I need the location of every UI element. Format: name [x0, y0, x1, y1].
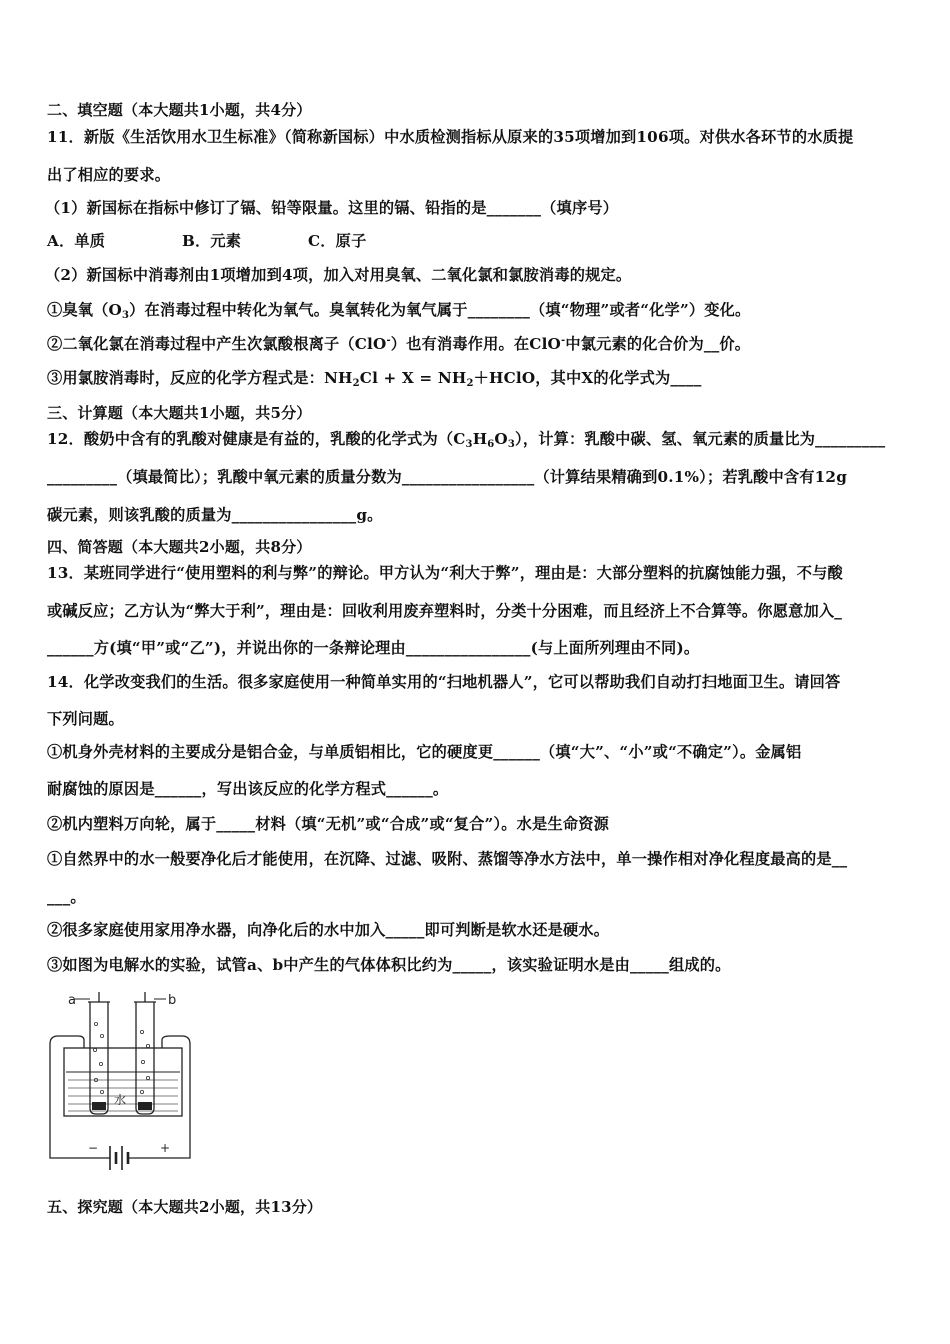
gas-bubbles — [93, 1022, 149, 1093]
label-positive: + — [160, 1141, 171, 1155]
section-heading-short-answer: 四、简答题（本大题共2小题，共8分） — [47, 538, 312, 556]
q14-line4: 耐腐蚀的原因是______，写出该反应的化学方程式______。 — [47, 780, 449, 798]
section-heading-fill-blank: 二、填空题（本大题共1小题，共4分） — [47, 101, 312, 119]
electrode-b — [138, 1102, 152, 1110]
electrode-a — [92, 1102, 106, 1110]
q11-line2: 出了相应的要求。 — [47, 166, 171, 184]
test-tube-b — [136, 1002, 154, 1114]
q14-line6: ①自然界中的水一般要净化后才能使用，在沉降、过滤、吸附、蒸馏等净水方法中，单一操作相对净化程度最高的是__ — [47, 850, 848, 868]
q12-line3: 碳元素，则该乳酸的质量为________________g。 — [47, 506, 383, 524]
q13-line3: ______方(填“甲”或“乙”)，并说出你的一条辩论理由________________(与上面所列理由不同)。 — [47, 639, 700, 657]
q11-option-b: B．元素 — [182, 232, 242, 250]
q11-line1: 11．新版《生活饮用水卫生标准》（简称新国标）中水质检测指标从原来的35项增加到106项。对供水各环节的水质提 — [47, 128, 854, 146]
q13-line2: 或碱反应；乙方认为“弊大于利”，理由是：回收利用废弃塑料时，分类十分困难，而且经济上不合算等。你愿意加入_ — [47, 602, 843, 620]
q13-line1: 13．某班同学进行“使用塑料的利与弊”的辩论。甲方认为“利大于弊”，理由是：大部分塑料的抗腐蚀能力强，不与酸 — [47, 564, 843, 582]
q12-line2: _________（填最简比）；乳酸中氧元素的质量分数为_________________（计算结果精确到0.1%）；若乳酸中含有12g — [47, 468, 848, 486]
wire-positive — [130, 1036, 190, 1158]
q14-line1: 14．化学改变我们的生活。很多家庭使用一种简单实用的“扫地机器人”，它可以帮助我们自动打扫地面卫生。请回答 — [47, 673, 841, 691]
q11-option-c: C．原子 — [308, 232, 367, 250]
q14-line5: ②机内塑料万向轮，属于_____材料（填“无机”或“合成”或“复合”）。水是生命资源 — [47, 815, 609, 833]
q12-line1: 12．酸奶中含有的乳酸对健康是有益的，乳酸的化学式为$(C_3H_6O_3)$，计算：乳酸中碳、氢、氧元素的质量比为_________ — [47, 430, 886, 450]
label-negative: − — [88, 1141, 99, 1155]
q11-part2: （2）新国标中消毒剂由1项增加到4项，加入对用臭氧、二氧化氯和氯胺消毒的规定。 — [45, 266, 632, 284]
section-heading-calculation: 三、计算题（本大题共1小题，共5分） — [47, 404, 312, 422]
q14-line3: ①机身外壳材料的主要成分是铝合金，与单质铝相比，它的硬度更______（填“大”、“小”或“不确定”）。金属铝 — [47, 743, 802, 761]
q11-option-a: A．单质 — [47, 232, 106, 250]
section-heading-inquiry: 五、探究题（本大题共2小题，共13分） — [47, 1198, 323, 1216]
q11-part1: （1）新国标在指标中修订了镉、铅等限量。这里的镉、铅指的是_______（填序号） — [45, 199, 619, 217]
q14-line8: ②很多家庭使用家用净水器，向净化后的水中加入_____即可判断是软水还是硬水。 — [47, 921, 610, 939]
q14-line2: 下列问题。 — [47, 710, 124, 728]
test-tube-a — [90, 1002, 108, 1114]
q14-line7: ___。 — [47, 888, 86, 906]
label-b: b — [168, 993, 177, 1008]
electrolysis-diagram — [44, 988, 194, 1174]
q14-line9: ③如图为电解水的实验，试管a、b中产生的气体体积比约为_____，该实验证明水是由_____组成的。 — [47, 956, 731, 974]
q11-item2: ②二氧化氯在消毒过程中产生次氯酸根离子（ClO-）也有消毒作用。在ClO-中氯元素的化合价为__价。 — [47, 335, 751, 353]
wire-negative — [50, 1036, 106, 1158]
label-water: 水 — [114, 1093, 127, 1107]
q11-item1: ①臭氧$(O_3)$在消毒过程中转化为氧气。臭氧转化为氧气属于________（填“物理”或者“化学”）变化。 — [47, 301, 751, 321]
label-a: a — [68, 993, 76, 1008]
q11-item3: ③用氯胺消毒时，反应的化学方程式是：$NH_2Cl + X$ = $NH_2+HClO$，其中X的化学式为____ — [47, 369, 702, 389]
